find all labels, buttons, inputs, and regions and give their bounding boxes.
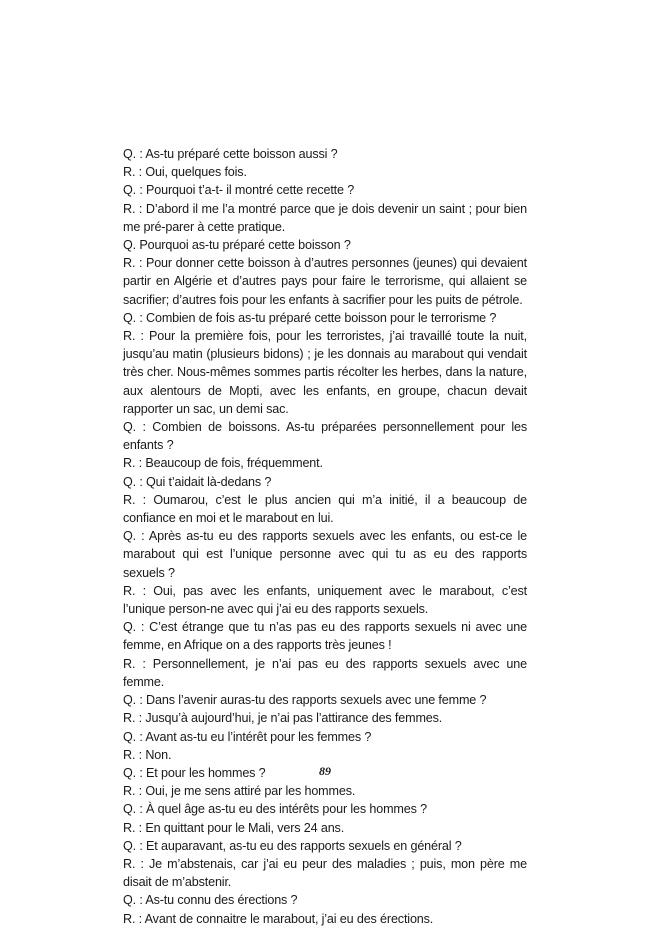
answer: R. : Beaucoup de fois, fréquemment. — [123, 456, 323, 471]
question: Q. : Dans l’avenir auras-tu des rapports sexuels avec une femme ? — [123, 693, 487, 708]
answer: R. : Oui, je me sens attiré par les hommes. — [123, 784, 356, 799]
question: Q. : Qui t’aidait là-dedans ? — [123, 474, 272, 489]
question: Q. : Et auparavant, as-tu eu des rapports sexuels en général ? — [123, 838, 462, 853]
question: Q. : As-tu préparé cette boisson aussi ? — [123, 147, 338, 161]
question: Q. : As-tu connu des érections ? — [123, 893, 298, 908]
answer: R. : Avant de connaitre le marabout, j’ai eu des érections. — [123, 911, 434, 926]
answer: R. : Oui, quelques fois. — [123, 165, 247, 180]
question: Q. : Après as-tu eu des rapports sexuels avec les enfants, ou est-ce le marabout qui est l’unique personne avec qui tu as eu des rapports sexuels ? — [123, 529, 527, 580]
answer: R. : D’abord il me l’a montré parce que je dois devenir un saint ; pour bien me pré-parer à cette pratique. — [123, 201, 527, 234]
answer: R. : Oui, pas avec les enfants, uniquement avec le marabout, c’est l’unique person-ne avec qui j’ai eu des rapports sexuels. — [123, 583, 527, 617]
answer: R. : Oumarou, c’est le plus ancien qui m’a initié, il a beaucoup de confiance en moi et le marabout en lui. — [123, 492, 527, 526]
question: Q. : Et pour les hommes ? — [123, 765, 266, 780]
page-number: 89 — [319, 764, 331, 778]
question: Q. : C’est étrange que tu n’as pas eu des rapports sexuels ni avec une femme, en Afrique on a des rapports très jeunes ! — [123, 620, 527, 653]
question: Q. : Avant as-tu eu l’intérêt pour les femmes ? — [123, 729, 372, 744]
question: Q. : Combien de boissons. As-tu préparées personnellement pour les enfants ? — [123, 420, 527, 453]
interview-text — [123, 145, 527, 928]
answer: R. : Non. — [123, 747, 172, 762]
answer: R. : En quittant pour le Mali, vers 24 ans. — [123, 820, 345, 835]
question: Q. : Pourquoi t’a-t- il montré cette recette ? — [123, 183, 355, 198]
question: Q. Pourquoi as-tu préparé cette boisson ? — [123, 238, 351, 253]
answer: R. : Pour la première fois, pour les terroristes, j’ai travaillé toute la nuit, jusqu’au matin (plusieurs bidons) ; je les donnais au marabout qui vendait très cher. Nous-mêmes sommes partis récolter les herbes, dans la nature, aux alentours de Mopti, avec les enfants, en groupe, chacun devait rapporter un sac, un demi sac. — [123, 329, 527, 416]
answer: R. : Jusqu’à aujourd’hui, je n’ai pas l’attirance des femmes. — [123, 711, 443, 726]
question: Q. : À quel âge as-tu eu des intérêts pour les hommes ? — [123, 802, 427, 817]
answer: R. : Je m’abstenais, car j’ai eu peur des maladies ; puis, mon père me disait de m’abstenir. — [123, 856, 527, 890]
answer: R. : Pour donner cette boisson à d’autres personnes (jeunes) qui devaient partir en Algérie et d’autres pays pour faire le terrorisme, qui allaient se sacrifier; d’autres fois pour les enfants à sacrifier pour les puits de pétrole. — [123, 256, 527, 307]
question: Q. : Combien de fois as-tu préparé cette boisson pour le terrorisme ? — [123, 310, 497, 325]
answer: R. : Personnellement, je n’ai pas eu des rapports sexuels avec une femme. — [123, 656, 527, 689]
